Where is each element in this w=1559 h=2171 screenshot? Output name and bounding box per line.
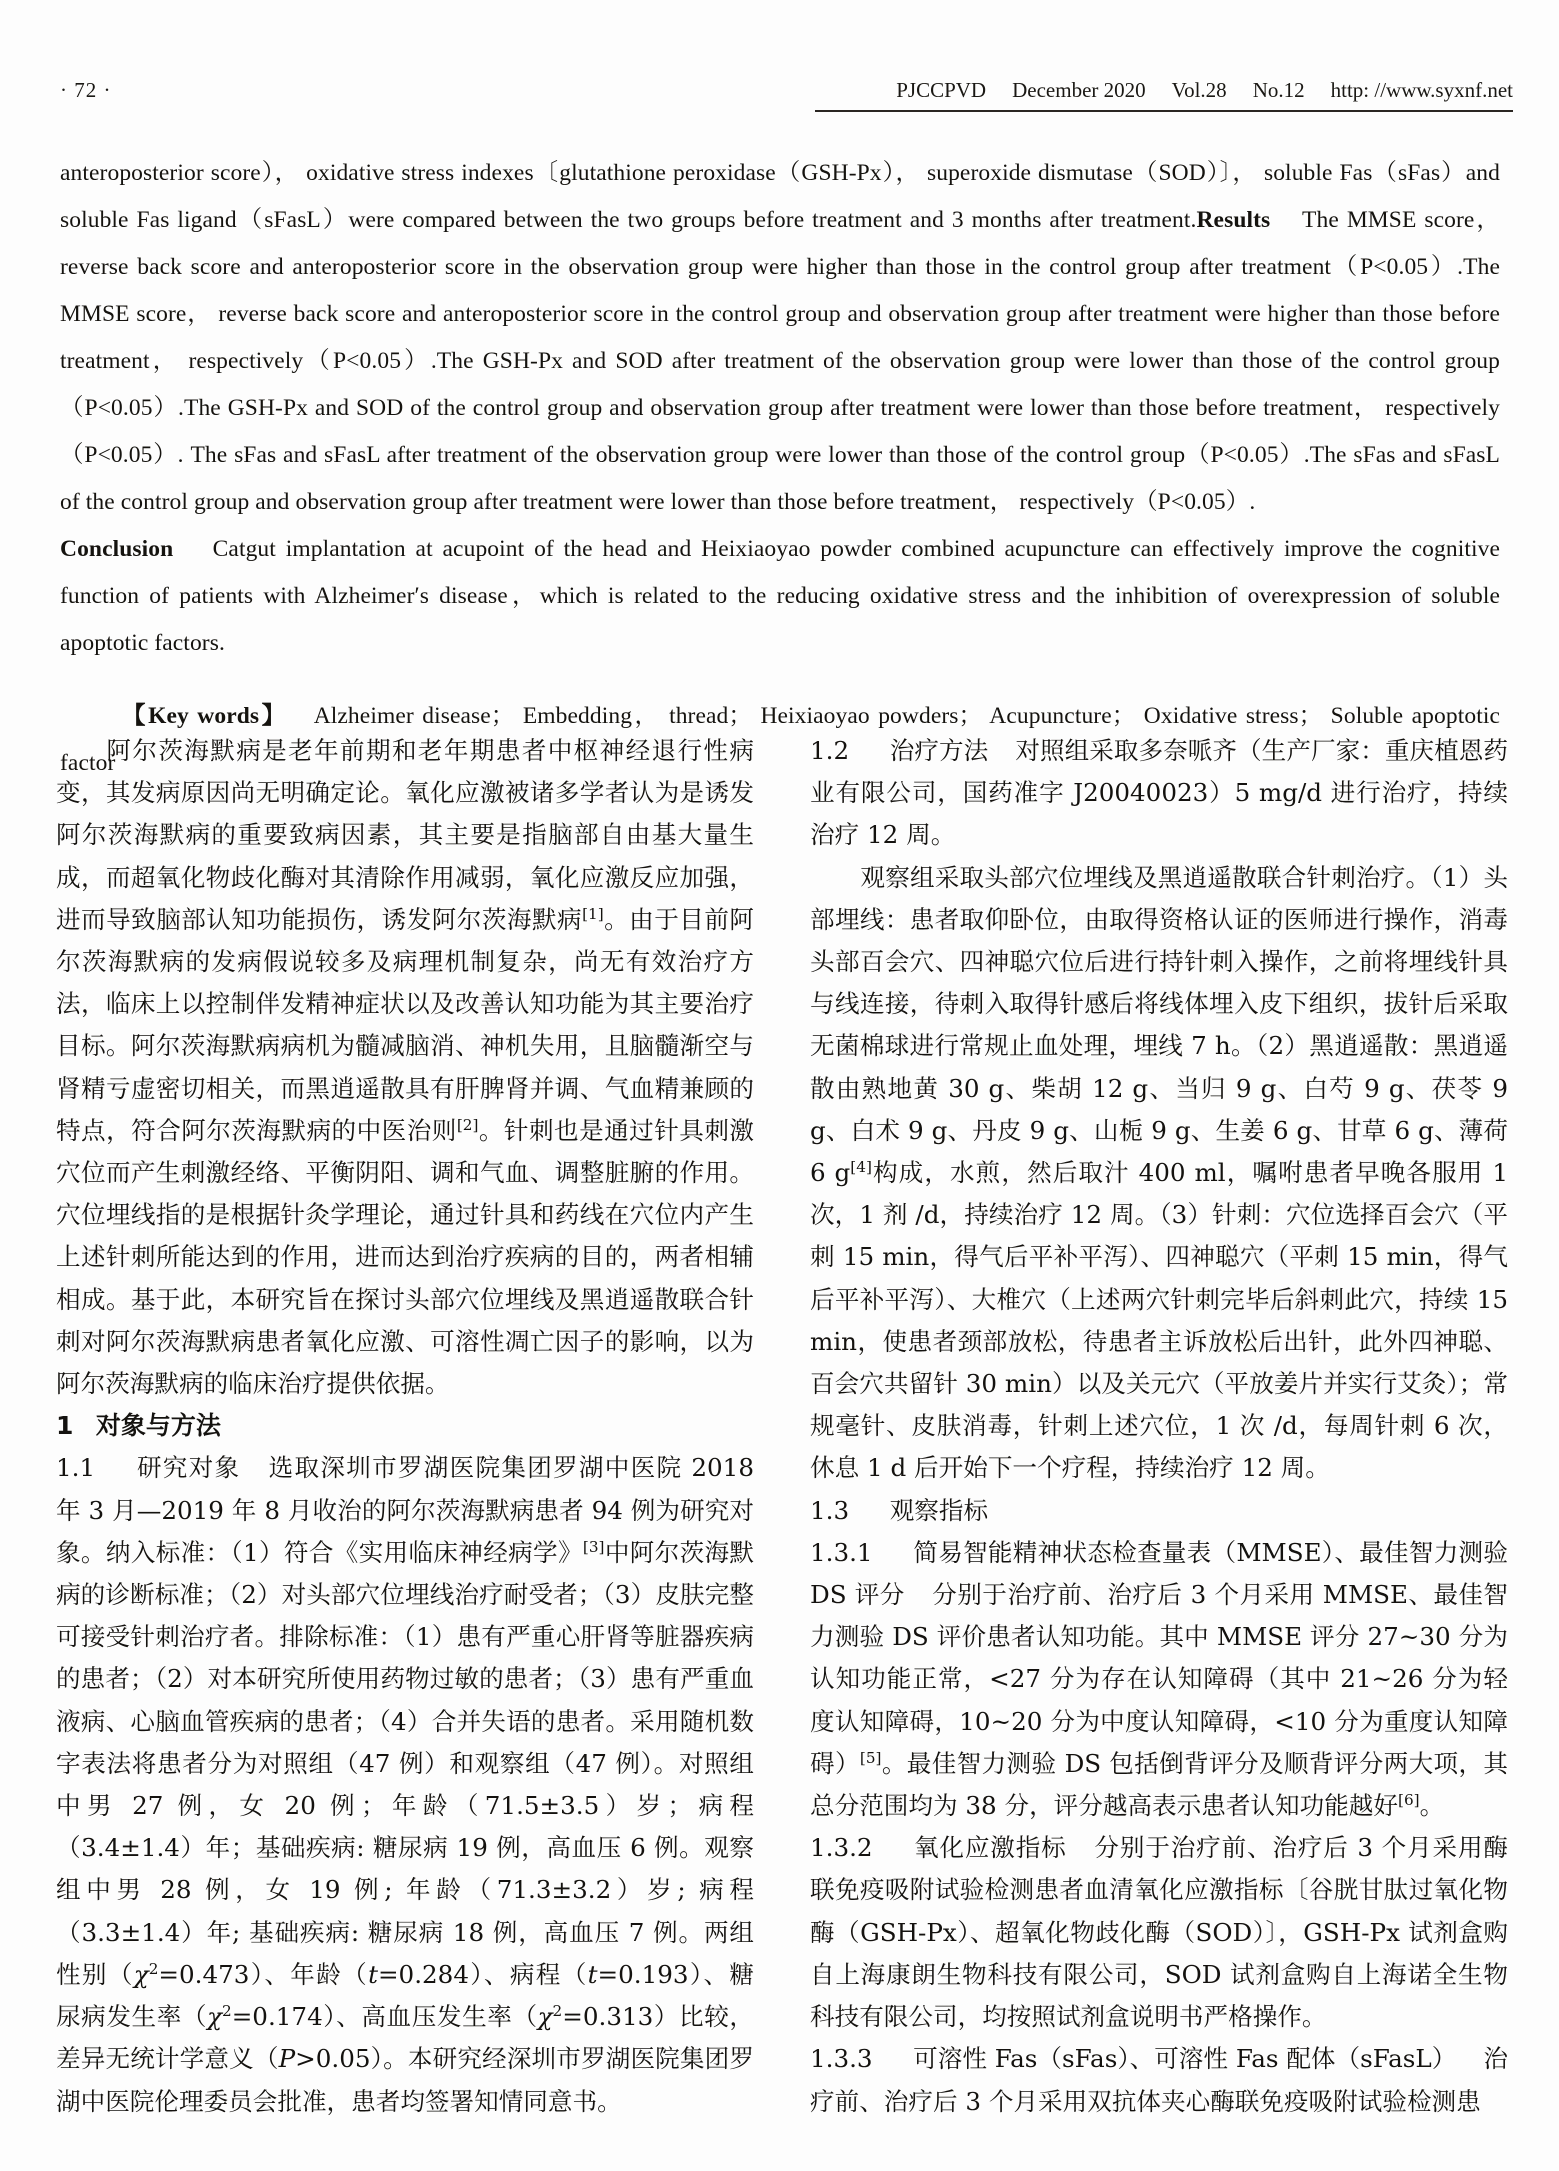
reference-marker-2: [2]	[456, 1115, 479, 1134]
page-folio: · 72 ·	[60, 78, 112, 102]
subsection-1-1-number: 1.1	[56, 1453, 96, 1483]
section-1-number: 1	[56, 1411, 74, 1441]
journal-url: http: //www.syxnf.net	[1330, 78, 1513, 102]
keywords-label: 【Key words】	[122, 703, 288, 729]
subsection-1-1-text-g: =0.313）比较，差异无统计学意义（	[56, 2002, 754, 2074]
abstract-paragraph-conclusion	[60, 526, 1500, 667]
reference-marker-4: [4]	[850, 1157, 872, 1176]
superscript-2-c: 2	[552, 2001, 563, 2020]
subsection-1-3-3-text: 治疗前、治疗后 3 个月采用双抗体夹心酶联免疫吸附试验检测患	[810, 2044, 1508, 2116]
subsection-1-3-2	[810, 1827, 1508, 2038]
right-column	[810, 730, 1508, 2123]
header-rule	[815, 110, 1513, 112]
intro-text-3: 。针刺也是通过针具刺激穴位而产生刺激经络、平衡阴阳、调和气血、调整脏腑的作用。穴位埋线指的是根据针灸学理论，通过针具和药线在穴位内产生上述针刺所能达到的作用，进而达到治疗疾病的目的，两者相辅相成。基于此，本研究旨在探讨头部穴位埋线及黑逍遥散联合针刺对阿尔茨海默病患者氧化应激、可溶性凋亡因子的影响，以为阿尔茨海默病的临床治疗提供依据。	[56, 1115, 754, 1399]
english-abstract	[60, 150, 1500, 787]
chi-symbol-3: χ	[537, 2002, 553, 2032]
conclusion-text: Catgut implantation at acupoint of the head and Heixiaoyao powder combined acupuncture can effectively improve the cognitive function of patients with Alzheimer′s disease，which is related to the reducing oxidative stress and the inhibition of overexpression of soluble apoptotic factors.	[60, 536, 1500, 656]
subsection-1-1-text-c: =0.473）、年龄（	[158, 1959, 369, 1989]
issue-date: December 2020	[1012, 78, 1146, 102]
subsection-1-2	[810, 730, 1508, 857]
subsection-1-3-2-text: 分别于治疗前、治疗后 3 个月采用酶联免疫吸附试验检测患者血清氧化应激指标〔谷胱甘肽过氧化物酶（GSH-Px）、超氧化物歧化酶（SOD）〕，GSH-Px 试剂盒购自上海康朗生物科技有限公司，SOD 试剂盒购自上海诺全生物科技有限公司，均按照试剂盒说明书严格操作。	[810, 1833, 1508, 2032]
superscript-2-b: 2	[222, 2001, 232, 2020]
conclusion-label: Conclusion	[60, 536, 174, 562]
subsection-1-3-3-number: 1.3.3	[810, 2044, 873, 2074]
reference-marker-5: [5]	[859, 1748, 882, 1767]
journal-abbreviation: PJCCPVD	[896, 78, 987, 102]
treatment-text-b: 构成，水煎，然后取汁 400 ml，嘱咐患者早晚各服用 1 次，1 剂 /d，持续治疗 12 周。（3）针刺：穴位选择百会穴（平刺 15 min，得气后平补平泻）、四神聪穴（平刺 15 min，得气后平补平泻）、大椎穴（上述两穴针刺完毕后斜刺此穴，持续 15 min，使患者颈部放松，待患者主诉放松后出针，此外四神聪、百会穴共留针 30 min）以及关元穴（平放姜片并实行艾灸）；常规毫针、皮肤消毒，针刺上述穴位，1 次 /d，每周针刺 6 次，休息 1 d 后开始下一个疗程，持续治疗 12 周。	[810, 1158, 1508, 1483]
results-label: Results	[1196, 207, 1271, 233]
reference-marker-1: [1]	[582, 904, 604, 923]
subsection-1-3-3-title: 可溶性 Fas（sFas）、可溶性 Fas 配体（sFasL）	[913, 2044, 1457, 2074]
subsection-1-2-title: 治疗方法	[889, 736, 989, 765]
keywords-text: Alzheimer disease； Embedding， thread； Heixiaoyao powders； Acupuncture； Oxidative stress； Soluble apoptotic factor	[60, 703, 1500, 776]
subsection-1-3-1-text-a: 分别于治疗前、治疗后 3 个月采用 MMSE、最佳智力测验 DS 评价患者认知功能。其中 MMSE 评分 27~30 分为认知功能正常，<27 分为存在认知障碍（其中 21~26 分为轻度认知障碍，10~20 分为中度认知障碍，<10 分为重度认知障碍）	[810, 1580, 1508, 1778]
subsection-1-1-text-d: =0.284）、病程（	[377, 1959, 588, 1989]
reference-marker-6: [6]	[1398, 1790, 1420, 1809]
subsection-1-3-1-text-b: 。最佳智力测验 DS 包括倒背评分及顺背评分两大项，其总分范围均为 38 分，评分越高表示患者认知功能越好	[810, 1748, 1508, 1821]
section-1-title: 对象与方法	[95, 1411, 221, 1441]
t-symbol-1: t	[368, 1959, 378, 1989]
intro-text-1: 阿尔茨海默病是老年前期和老年期患者中枢神经退行性病变，其发病原因尚无明确定论。氧化应激被诸多学者认为是诱发阿尔茨海默病的重要致病因素，其主要是指脑部自由基大量生成，而超氧化物歧化酶对其清除作用减弱，氧化应激反应加强，进而导致脑部认知功能损伤，诱发阿尔茨海默病	[56, 736, 754, 934]
subsection-1-3-3	[810, 2038, 1508, 2122]
intro-paragraph	[56, 730, 754, 1405]
treatment-text-a: 观察组采取头部穴位埋线及黑逍遥散联合针刺治疗。（1）头部埋线：患者取仰卧位，由取得资格认证的医师进行操作，消毒头部百会穴、四神聪穴位后进行持针刺入操作，之前将埋线针具与线连接，待刺入取得针感后将线体埋入皮下组织，拔针后采取无菌棉球进行常规止血处理，埋线 7 h。（2）黑逍遥散：黑逍遥散由熟地黄 30 g、柴胡 12 g、当归 9 g、白芍 9 g、茯苓 9 g、白术 9 g、丹皮 9 g、山栀 9 g、生姜 6 g、甘草 6 g、薄荷 6 g	[810, 862, 1508, 1188]
reference-marker-3: [3]	[582, 1537, 605, 1556]
left-column	[56, 730, 754, 2123]
chi-symbol-1: χ	[133, 1959, 149, 1989]
subsection-1-1	[56, 1447, 754, 2122]
superscript-2-a: 2	[148, 1959, 159, 1978]
subsection-1-3-2-number: 1.3.2	[810, 1833, 873, 1863]
running-head	[46, 78, 1513, 112]
treatment-paragraph	[810, 857, 1508, 1490]
subsection-1-3-number: 1.3	[810, 1495, 850, 1525]
subsection-1-3-1-title: 简易智能精神状态检查量表（MMSE）、最佳智力测验 DS 评分	[810, 1537, 1508, 1610]
volume: Vol.28	[1171, 78, 1227, 102]
subsection-1-1-text-h: >0.05）。本研究经深圳市罗湖医院集团罗湖中医院伦理委员会批准，患者均签署知情同意书。	[56, 2044, 754, 2116]
subsection-1-3-1	[810, 1532, 1508, 1827]
journal-info	[896, 78, 1513, 103]
subsection-1-3-2-title: 氧化应激指标	[913, 1833, 1067, 1863]
abstract-text-a: anteroposterior score）， oxidative stress indexes〔glutathione peroxidase（GSH-Px）， superoxide dismutase（SOD）〕， soluble Fas（sFas）and soluble Fas ligand（sFasL）were compared between the two groups before treatment and 3 months after treatment.	[60, 160, 1500, 233]
subsection-1-3	[810, 1490, 1508, 1532]
subsection-1-1-text-e: =0.193）、糖尿病发生率（	[56, 1959, 755, 2032]
subsection-1-1-text-b: 中阿尔茨海默病的诊断标准；（2）对头部穴位埋线治疗耐受者；（3）皮肤完整可接受针刺治疗者。排除标准：（1）患有严重心肝肾等脏器疾病的患者；（2）对本研究所使用药物过敏的患者；（3）患有严重血液病、心脑血管疾病的患者；（4）合并失语的患者。采用随机数字表法将患者分为对照组（47 例）和观察组（47 例）。对照组中男 27 例，女 20 例；年龄（71.5±3.5）岁；病程（3.4±1.4）年；基础疾病: 糖尿病 19 例，高血压 6 例。观察组中男 28 例，女 19 例; 年龄（71.3±3.2）岁; 病程（3.3±1.4）年; 基础疾病: 糖尿病 18 例，高血压 7 例。两组性别（	[56, 1537, 754, 1989]
issue-number: No.12	[1252, 78, 1305, 102]
body-columns	[56, 730, 1508, 2123]
subsection-1-1-text-a: 选取深圳市罗湖医院集团罗湖中医院 2018 年 3 月—2019 年 8 月收治的阿尔茨海默病患者 94 例为研究对象。纳入标准：（1）符合《实用临床神经病学》	[56, 1453, 754, 1567]
p-symbol-1: P	[278, 2044, 296, 2074]
subsection-1-1-title: 研究对象	[135, 1453, 241, 1483]
subsection-1-2-number: 1.2	[810, 736, 850, 765]
section-heading-1	[56, 1405, 754, 1447]
subsection-1-3-1-text-c: 。	[1419, 1791, 1445, 1821]
abstract-paragraph-results	[60, 150, 1500, 526]
subsection-1-3-title: 观察指标	[889, 1495, 989, 1525]
abstract-text-b: The MMSE score， reverse back score and anteroposterior score in the observation group were higher than those in the control group after treatment（P<0.05）.The MMSE score， reverse back score and anteroposterior score in the control group and observation group after treatment were higher than those before treatment， respectively（P<0.05）.The GSH-Px and SOD after treatment of the observation group were lower than those of the control group（P<0.05）.The GSH-Px and SOD of the control group and observation group after treatment were lower than those before treatment， respectively（P<0.05）. The sFas and sFasL after treatment of the observation group were lower than those of the control group（P<0.05）.The sFas and sFasL of the control group and observation group after treatment were lower than those before treatment， respectively（P<0.05）.	[60, 207, 1500, 515]
subsection-1-2-text: 对照组采取多奈哌齐（生产厂家：重庆植恩药业有限公司，国药准字 J20040023）5 mg/d 进行治疗，持续治疗 12 周。	[810, 736, 1508, 850]
subsection-1-3-1-number: 1.3.1	[810, 1537, 873, 1567]
chi-symbol-2: χ	[207, 2002, 222, 2032]
t-symbol-2: t	[587, 1959, 598, 1989]
intro-text-2: 。由于目前阿尔茨海默病的发病假说较多及病理机制复杂，尚无有效治疗方法，临床上以控制伴发精神症状以及改善认知功能为其主要治疗目标。阿尔茨海默病病机为髓减脑消、神机失用，且脑髓渐空与肾精亏虚密切相关，而黑逍遥散具有肝脾肾并调、气血精兼顾的特点，符合阿尔茨海默病的中医治则	[56, 904, 754, 1145]
subsection-1-1-text-f: =0.174）、高血压发生率（	[231, 2002, 538, 2032]
